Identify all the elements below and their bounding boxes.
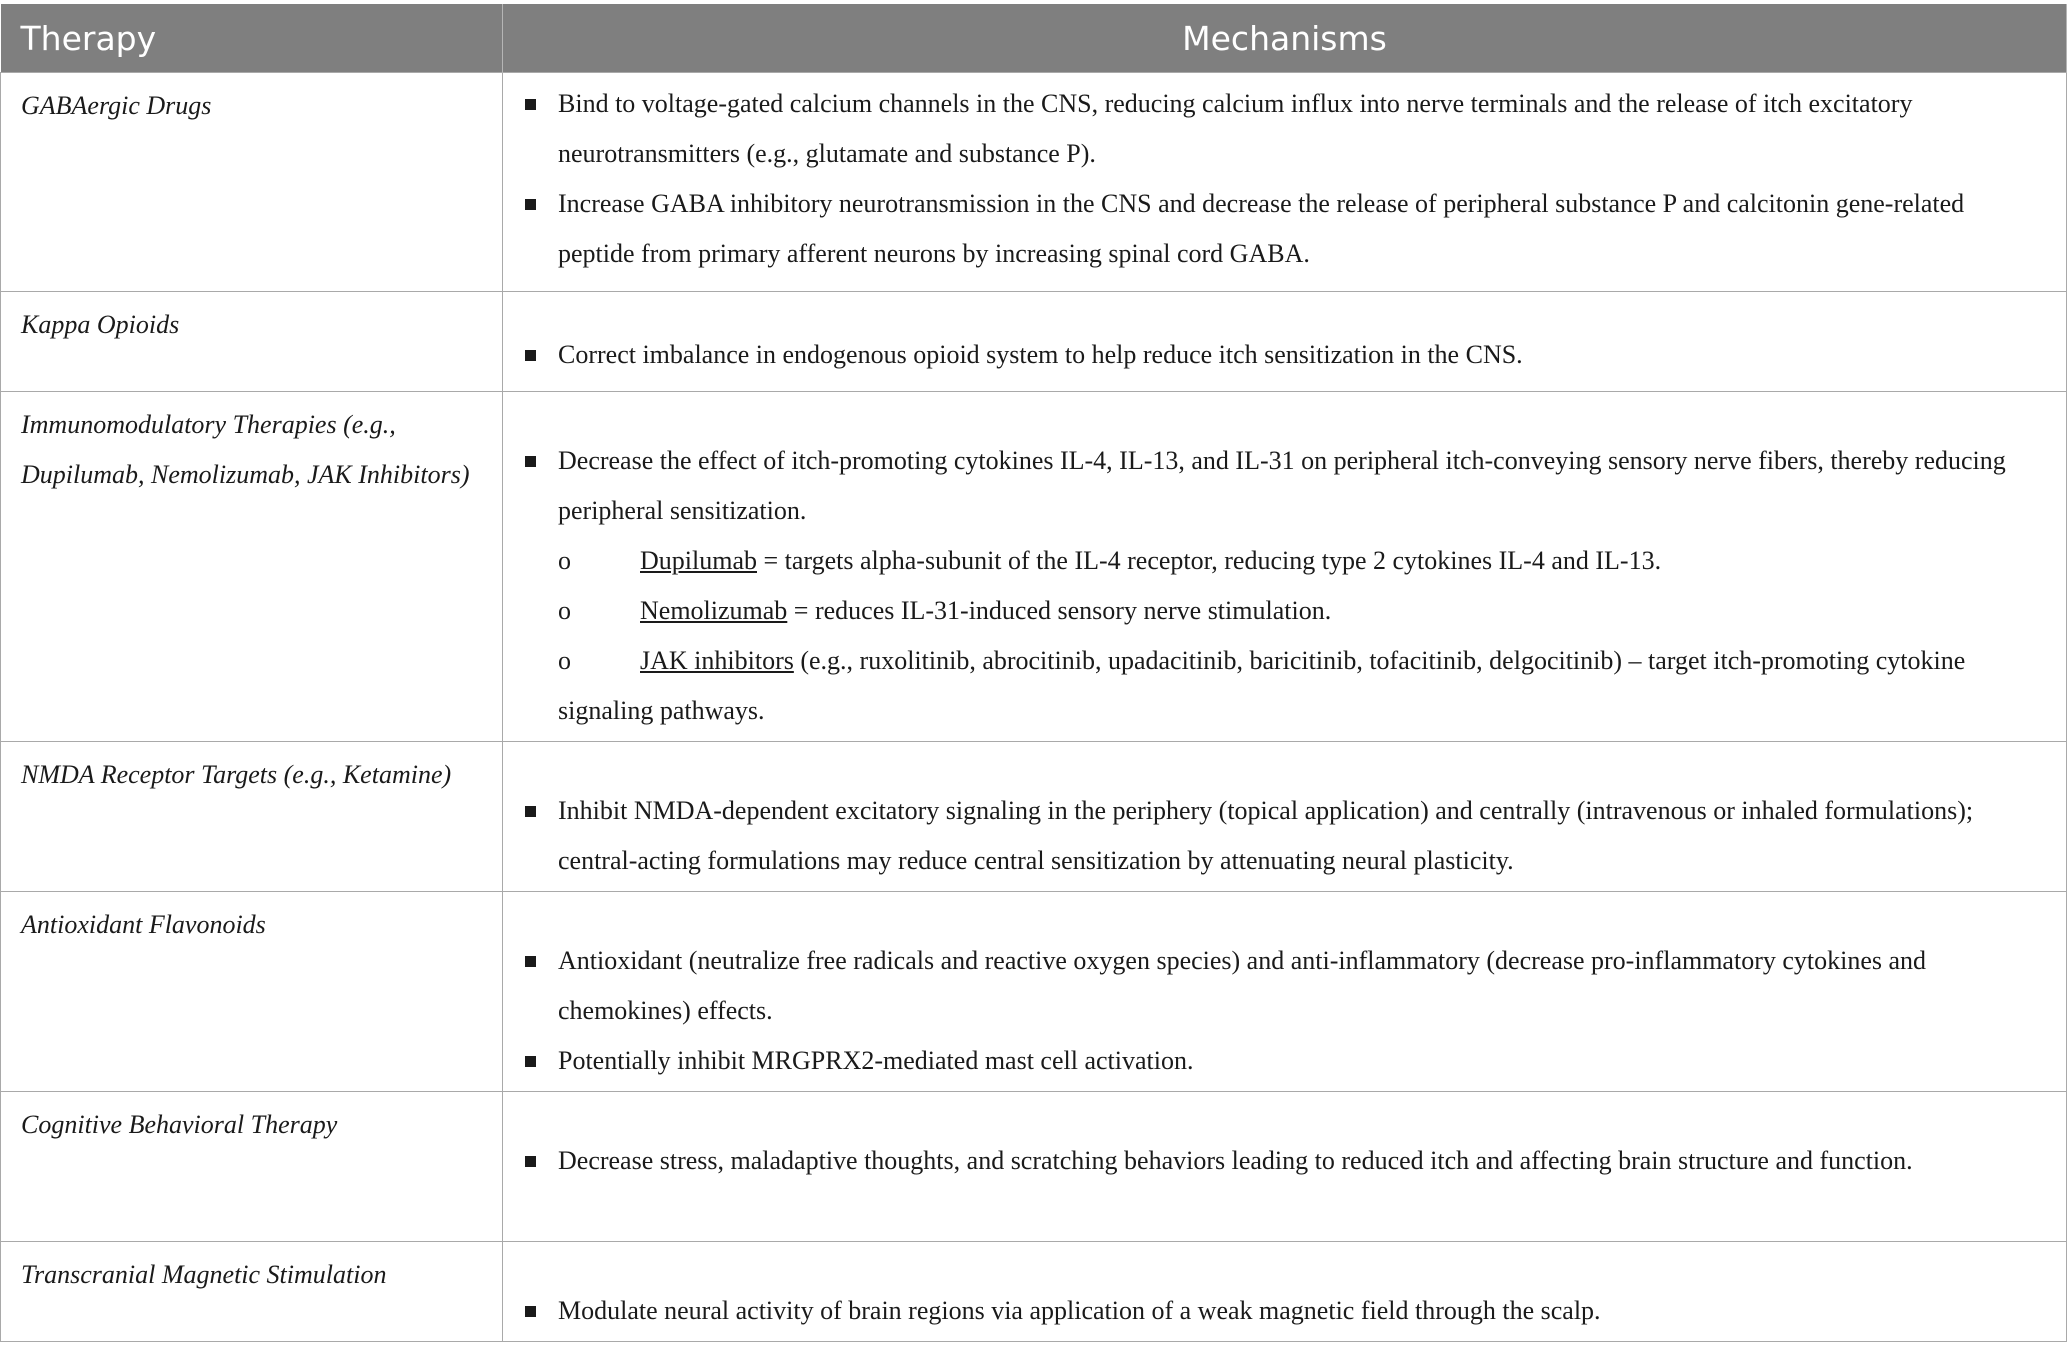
- mechanisms-cell: [503, 892, 2067, 1092]
- therapy-cell: NMDA Receptor Targets (e.g., Ketamine): [1, 742, 503, 892]
- table-row: [1, 1242, 2067, 1342]
- mechanism-bullet: Decrease the effect of itch-promoting cytokines IL-4, IL-13, and IL-31 on peripheral itch-conveying sensory nerve fibers, thereby reducing peripheral sensitization.: [523, 436, 2046, 536]
- table-row: [1, 892, 2067, 1092]
- therapy-cell: Antioxidant Flavonoids: [1, 892, 503, 1092]
- mechanism-list: [523, 786, 2046, 886]
- drug-sublist: [523, 536, 2046, 736]
- drug-description: = targets alpha-subunit of the IL-4 receptor, reducing type 2 cytokines IL-4 and IL-13.: [757, 546, 1662, 575]
- mechanism-list: [523, 330, 2046, 380]
- mechanisms-cell: [503, 742, 2067, 892]
- mechanism-list: [523, 79, 2046, 279]
- mechanism-list: [523, 936, 2046, 1086]
- mechanisms-cell: [503, 392, 2067, 742]
- mechanism-bullet: Antioxidant (neutralize free radicals and reactive oxygen species) and anti-inflammatory (decrease pro-inflammatory cytokines and chemokines) effects.: [523, 936, 2046, 1036]
- column-header-mechanisms: Mechanisms: [503, 4, 2067, 73]
- sub-marker: o: [558, 646, 571, 675]
- drug-subitem: [523, 586, 2046, 636]
- mechanism-bullet: Correct imbalance in endogenous opioid system to help reduce itch sensitization in the CNS.: [523, 330, 2046, 380]
- sub-marker: o: [558, 596, 571, 625]
- therapy-cell: Cognitive Behavioral Therapy: [1, 1092, 503, 1242]
- mechanism-bullet: Inhibit NMDA-dependent excitatory signaling in the periphery (topical application) and centrally (intravenous or inhaled formulations); central-acting formulations may reduce central sensitization by attenuating neural plasticity.: [523, 786, 2046, 886]
- mechanism-bullet: Decrease stress, maladaptive thoughts, and scratching behaviors leading to reduced itch and affecting brain structure and function.: [523, 1136, 2046, 1186]
- therapy-cell: Kappa Opioids: [1, 292, 503, 392]
- table-row: [1, 1092, 2067, 1242]
- column-header-therapy: Therapy: [1, 4, 503, 73]
- drug-description: (e.g., ruxolitinib, abrocitinib, upadacitinib, baricitinib, tofacitinib, delgocitinib) – target itch-promoting cytokine signaling pathways.: [558, 646, 1966, 725]
- table-row: [1, 742, 2067, 892]
- mechanisms-cell: [503, 1242, 2067, 1342]
- mechanisms-cell: [503, 292, 2067, 392]
- drug-description: = reduces IL-31-induced sensory nerve stimulation.: [787, 596, 1332, 625]
- mechanism-list: [523, 1286, 2046, 1336]
- drug-name: Dupilumab: [640, 546, 757, 575]
- mechanism-bullet: Bind to voltage-gated calcium channels in the CNS, reducing calcium influx into nerve terminals and the release of itch excitatory neurotransmitters (e.g., glutamate and substance P).: [523, 79, 2046, 179]
- drug-name: Nemolizumab: [640, 596, 788, 625]
- table-row: [1, 392, 2067, 742]
- therapy-cell: GABAergic Drugs: [1, 73, 503, 292]
- mechanism-bullet: Increase GABA inhibitory neurotransmission in the CNS and decrease the release of peripheral substance P and calcitonin gene-related peptide from primary afferent neurons by increasing spinal cord GABA.: [523, 179, 2046, 279]
- mechanism-list: [523, 1136, 2046, 1186]
- drug-subitem: [523, 636, 2046, 736]
- mechanism-bullet: Potentially inhibit MRGPRX2-mediated mast cell activation.: [523, 1036, 2046, 1086]
- therapy-mechanisms-table: [0, 4, 2067, 1342]
- mechanism-bullet: Modulate neural activity of brain regions via application of a weak magnetic field through the scalp.: [523, 1286, 2046, 1336]
- drug-name: JAK inhibitors: [640, 646, 794, 675]
- therapy-cell: Immunomodulatory Therapies (e.g., Dupilumab, Nemolizumab, JAK Inhibitors): [1, 392, 503, 742]
- header-row: [1, 4, 2067, 73]
- drug-subitem: [523, 536, 2046, 586]
- table-row: [1, 73, 2067, 292]
- therapy-cell: Transcranial Magnetic Stimulation: [1, 1242, 503, 1342]
- mechanisms-cell: [503, 1092, 2067, 1242]
- table-row: [1, 292, 2067, 392]
- sub-marker: o: [558, 546, 571, 575]
- mechanisms-cell: [503, 73, 2067, 292]
- mechanism-list: [523, 436, 2046, 536]
